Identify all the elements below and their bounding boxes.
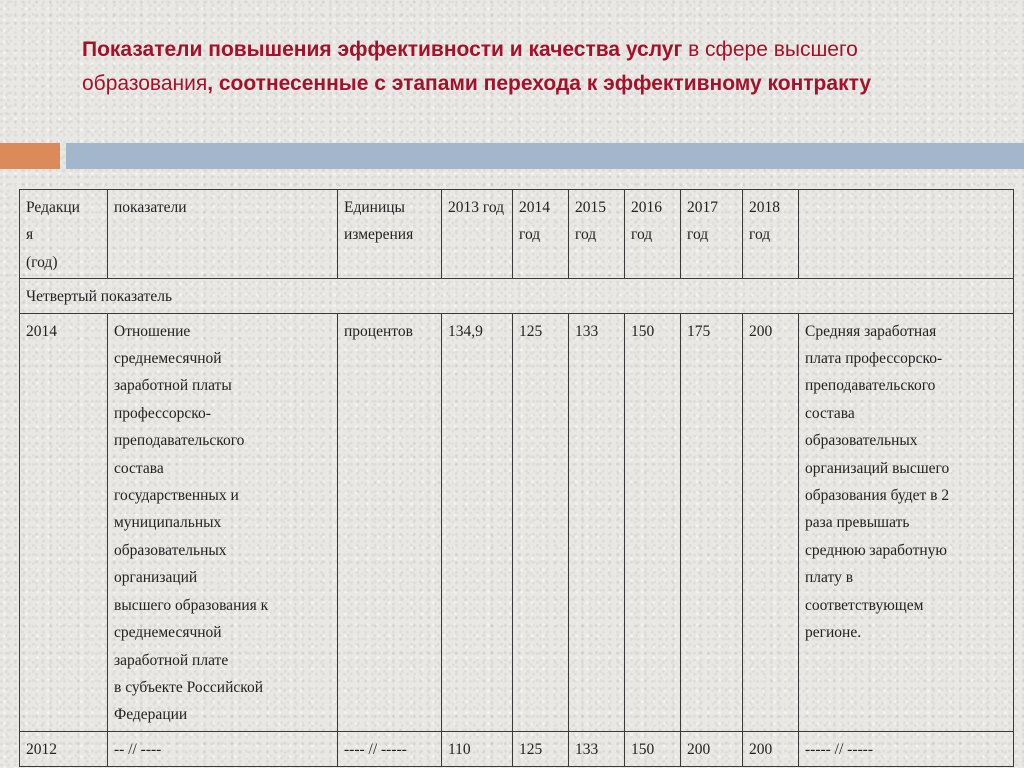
row-value-2018: 200 (743, 731, 799, 766)
table-row (20, 731, 1014, 766)
slide-title (82, 33, 902, 101)
header-edition: Редакци я (год) (20, 190, 108, 279)
header-year-2015: 2015 год (569, 190, 625, 279)
row-edition: 2014 (20, 313, 108, 731)
title-bold-part2: , соотнесенные с этапами перехода к эффективному контракту (207, 72, 872, 95)
row-unit: ---- // ----- (338, 731, 442, 766)
row-note: ----- // ----- (799, 731, 1014, 766)
header-year-2013: 2013 год (442, 190, 513, 279)
header-units: Единицы измерения (338, 190, 442, 279)
row-edition: 2012 (20, 731, 108, 766)
header-indicators: показатели (108, 190, 338, 279)
section-label: Четвертый показатель (20, 279, 1014, 313)
row-value-2014: 125 (513, 313, 569, 731)
indicators-table-wrapper (19, 189, 1014, 767)
row-value-2015: 133 (569, 313, 625, 731)
row-indicator: Отношение среднемесячной заработной платы профессорско- преподавательского состава государственных и муниципальных образовательных организаций высшего образования к среднемесячной заработной плате в субъекте Российской Федерации (108, 313, 338, 731)
row-value-2016: 150 (625, 313, 681, 731)
row-value-2013: 134,9 (442, 313, 513, 731)
indicators-table (19, 189, 1014, 767)
accent-bar-orange (0, 143, 60, 169)
title-regular-part: в сфере высшего образования (82, 38, 858, 95)
row-value-2014: 125 (513, 731, 569, 766)
row-note: Средняя заработная плата профессорско- преподавательского состава образовательных организаций высшего образования будет в 2 раза превышать среднюю заработную плату в соответствующем регионе. (799, 313, 1014, 731)
header-row (20, 190, 1014, 279)
row-value-2018: 200 (743, 313, 799, 731)
header-note (799, 190, 1014, 279)
row-unit: процентов (338, 313, 442, 731)
header-year-2018: 2018 год (743, 190, 799, 279)
title-bold-part1: Показатели повышения эффективности и качества услуг (82, 38, 683, 61)
section-row (20, 279, 1014, 313)
header-year-2014: 2014 год (513, 190, 569, 279)
header-year-2016: 2016 год (625, 190, 681, 279)
row-value-2017: 200 (681, 731, 743, 766)
row-indicator: -- // ---- (108, 731, 338, 766)
header-year-2017: 2017 год (681, 190, 743, 279)
row-value-2017: 175 (681, 313, 743, 731)
accent-bar-blue (66, 143, 1024, 169)
table-row (20, 313, 1014, 731)
row-value-2016: 150 (625, 731, 681, 766)
row-value-2015: 133 (569, 731, 625, 766)
row-value-2013: 110 (442, 731, 513, 766)
